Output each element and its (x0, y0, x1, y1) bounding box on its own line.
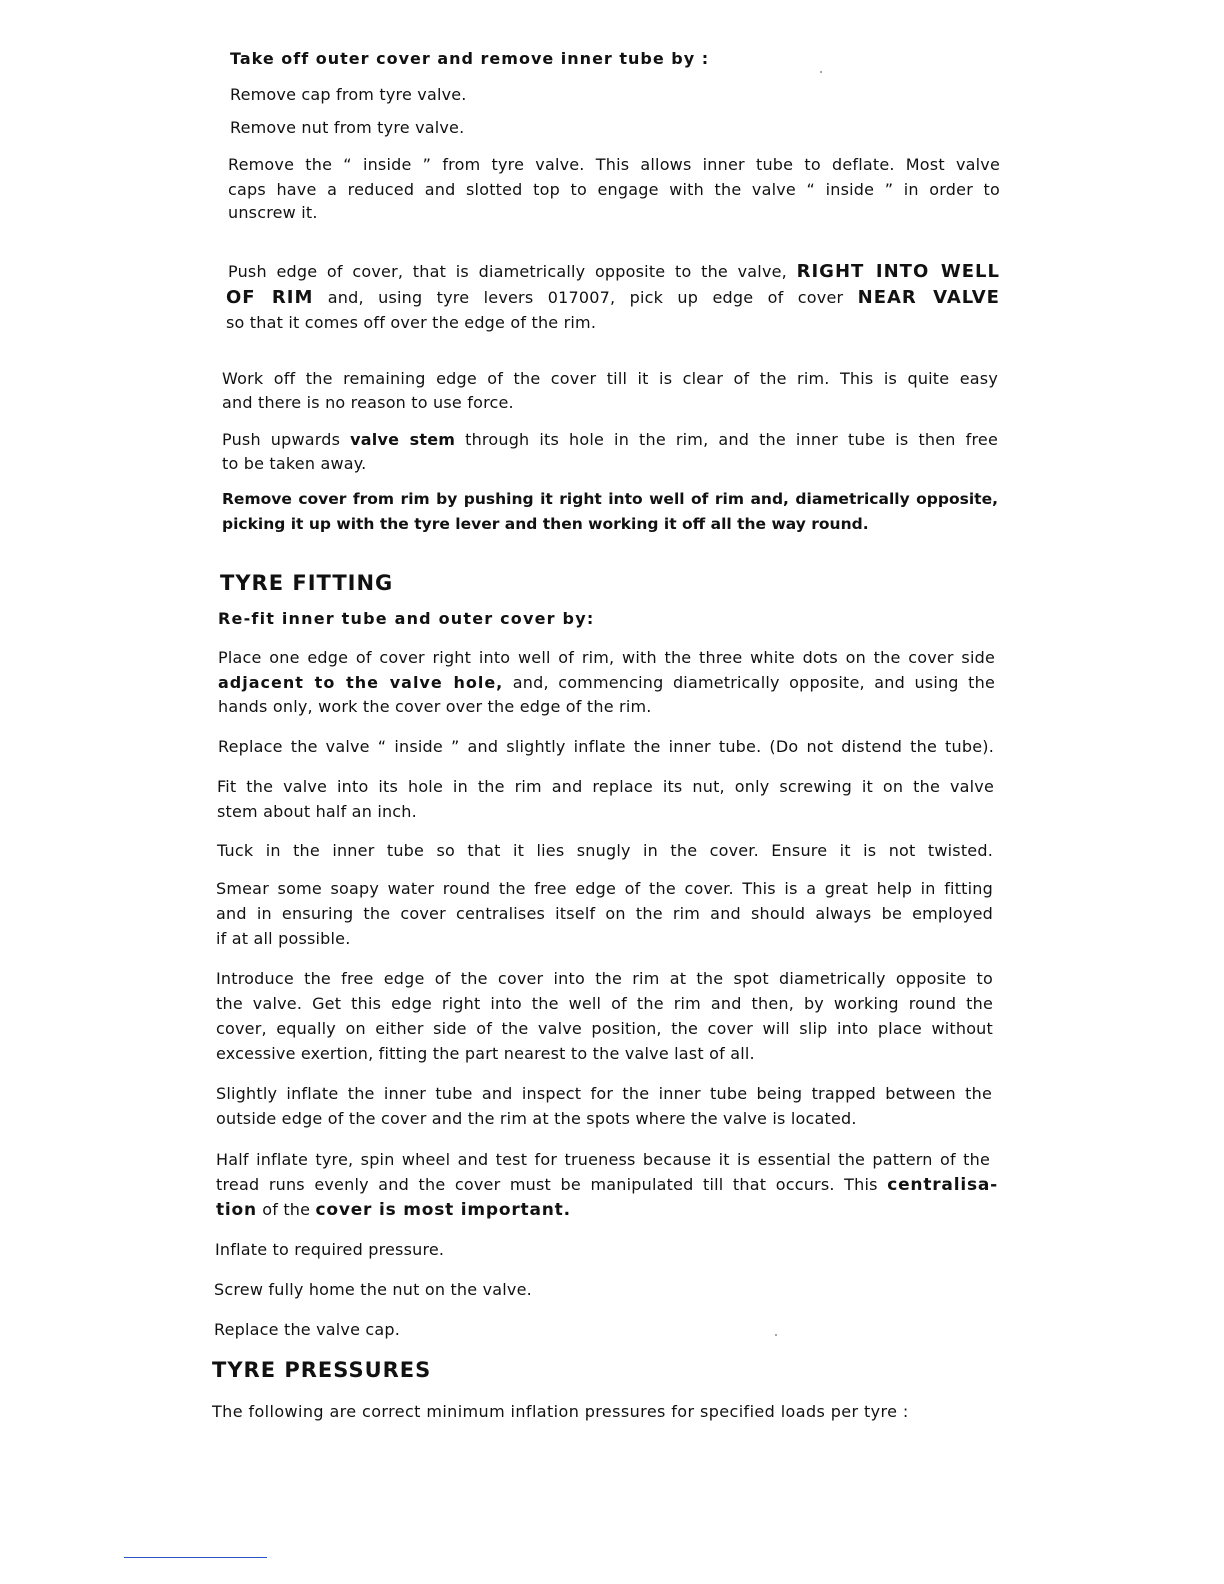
emphasis-adjacent-valve-hole: adjacent to the valve hole, (218, 673, 504, 692)
fitting-step-replace-inside: Replace the valve “ inside ” and slightly inflate the inner tube. (Do not distend the tube). (218, 737, 994, 756)
section-heading-tyre-fitting: TYRE FITTING (220, 571, 394, 595)
fitting-step-screw-nut: Screw fully home the nut on the valve. (214, 1280, 532, 1299)
removal-step-inside-line-1: Remove the “ inside ” from tyre valve. This allows inner tube to deflate. Most valve (228, 155, 1000, 174)
fitting-step-inspect-line-1: Slightly inflate the inner tube and inspect for the inner tube being trapped between the (216, 1084, 992, 1103)
pressures-intro: The following are correct minimum inflation pressures for specified loads per tyre : (212, 1402, 909, 1421)
fitting-step-half-inflate-line-1: Half inflate tyre, spin wheel and test for trueness because it is essential the pattern of the (216, 1150, 990, 1169)
emphasis-most-important: cover is most important. (315, 1200, 571, 1220)
fitting-step-place-edge-line-2: adjacent to the valve hole, and, commencing diametrically opposite, and using the (218, 673, 995, 692)
fitting-step-introduce-edge-line-3: cover, equally on either side of the valve position, the cover will slip into place without (216, 1019, 993, 1038)
removal-step-valve-stem-line-1: Push upwards valve stem through its hole in the rim, and the inner tube is then free (222, 430, 998, 449)
fitting-step-introduce-edge-line-1: Introduce the free edge of the cover into the rim at the spot diametrically opposite to (216, 969, 993, 988)
removal-step-remove-cap: Remove cap from tyre valve. (230, 85, 467, 104)
removal-step-push-line-1: Push edge of cover, that is diametrically opposite to the valve, RIGHT INTO WELL (228, 261, 1000, 282)
removal-step-work-off-line-2: and there is no reason to use force. (222, 393, 514, 412)
emphasis-centralisation-2: tion (216, 1200, 257, 1220)
fitting-step-inspect-line-2: outside edge of the cover and the rim at the spots where the valve is located. (216, 1109, 857, 1128)
emphasis-of-rim: OF RIM (226, 287, 314, 308)
removal-step-remove-cover-line-1: Remove cover from rim by pushing it right into well of rim and, diametrically opposite, (222, 490, 998, 508)
emphasis-valve-stem: valve stem (350, 430, 456, 449)
fitting-step-introduce-edge-line-4: excessive exertion, fitting the part nearest to the valve last of all. (216, 1044, 755, 1063)
fitting-step-fit-valve-line-2: stem about half an inch. (217, 802, 417, 821)
removal-step-remove-nut: Remove nut from tyre valve. (230, 118, 465, 137)
removal-step-inside-line-3: unscrew it. (228, 203, 318, 222)
fitting-step-half-inflate-line-2: tread runs evenly and the cover must be manipulated till that occurs. This centralisa- (216, 1175, 998, 1195)
removal-step-work-off-line-1: Work off the remaining edge of the cover till it is clear of the rim. This is quite easy (222, 369, 998, 388)
removal-intro: Take off outer cover and remove inner tube by : (230, 49, 710, 68)
fitting-step-inflate: Inflate to required pressure. (215, 1240, 445, 1259)
removal-step-valve-stem-line-2: to be taken away. (222, 454, 367, 473)
removal-step-remove-cover-line-2: picking it up with the tyre lever and then working it off all the way round. (222, 515, 869, 533)
fitting-step-fit-valve-line-1: Fit the valve into its hole in the rim and replace its nut, only screwing it on the valve (217, 777, 994, 796)
footer-rule (124, 1557, 267, 1558)
scan-speck (775, 1334, 777, 1336)
fitting-step-replace-cap: Replace the valve cap. (214, 1320, 401, 1339)
fitting-step-place-edge-line-3: hands only, work the cover over the edge of the rim. (218, 697, 652, 716)
fitting-step-tuck-tube: Tuck in the inner tube so that it lies snugly in the cover. Ensure it is not twisted. (217, 841, 993, 860)
emphasis-right-into-well: RIGHT INTO WELL (796, 261, 1000, 282)
removal-step-push-line-2: OF RIM and, using tyre levers 017007, pick up edge of cover NEAR VALVE (226, 287, 1000, 308)
fitting-step-soapy-water-line-3: if at all possible. (216, 929, 351, 948)
fitting-step-half-inflate-line-3: tion of the cover is most important. (216, 1200, 571, 1220)
fitting-step-place-edge-line-1: Place one edge of cover right into well of rim, with the three white dots on the cover side (218, 648, 995, 667)
fitting-step-soapy-water-line-2: and in ensuring the cover centralises itself on the rim and should always be employed (216, 904, 993, 923)
fitting-step-soapy-water-line-1: Smear some soapy water round the free edge of the cover. This is a great help in fitting (216, 879, 993, 898)
section-heading-tyre-pressures: TYRE PRESSURES (212, 1358, 432, 1382)
emphasis-centralisation-1: centralisa- (887, 1175, 998, 1195)
removal-step-inside-line-2: caps have a reduced and slotted top to engage with the valve “ inside ” in order to (228, 180, 1000, 199)
fitting-step-introduce-edge-line-2: the valve. Get this edge right into the well of the rim and then, by working round the (216, 994, 993, 1013)
scan-speck (820, 71, 822, 73)
emphasis-near-valve: NEAR VALVE (857, 287, 1000, 308)
removal-step-push-line-3: so that it comes off over the edge of the rim. (226, 313, 597, 332)
fitting-intro: Re-fit inner tube and outer cover by: (218, 609, 595, 628)
